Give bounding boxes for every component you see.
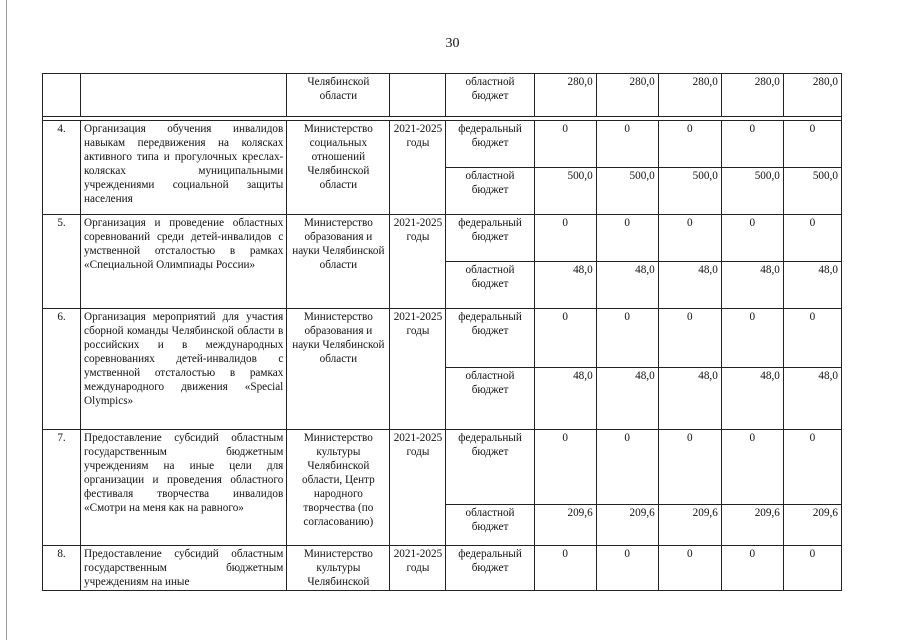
executor-cell: Челябинской области	[287, 74, 390, 117]
period-cell: 2021-2025 годы	[390, 430, 446, 546]
funding-source-cell: областной бюджет	[446, 262, 534, 309]
amount-cell: 0	[658, 121, 721, 168]
measure-name-cell: Предоставление субсидий областным государственным бюджетным учреждениям на иные цели для организации и проведения областного фестиваля творчества инвалидов «Смотри на меня как на равного»	[81, 430, 287, 546]
budget-table	[42, 73, 842, 591]
amount-cell: 0	[783, 215, 841, 262]
funding-source-cell: федеральный бюджет	[446, 546, 534, 591]
amount-cell: 0	[658, 309, 721, 368]
amount-cell: 500,0	[783, 168, 841, 215]
funding-source-cell: федеральный бюджет	[446, 215, 534, 262]
amount-cell: 48,0	[534, 368, 596, 430]
amount-cell: 0	[721, 215, 783, 262]
amount-cell: 209,6	[596, 505, 658, 546]
amount-cell: 0	[658, 430, 721, 505]
funding-source-cell: областной бюджет	[446, 168, 534, 215]
amount-cell: 280,0	[721, 74, 783, 117]
amount-cell: 0	[783, 309, 841, 368]
amount-cell: 0	[721, 430, 783, 505]
row-number-cell: 4.	[43, 121, 81, 215]
funding-source-cell: федеральный бюджет	[446, 430, 534, 505]
amount-cell: 48,0	[783, 368, 841, 430]
amount-cell: 280,0	[596, 74, 658, 117]
amount-cell: 0	[534, 430, 596, 505]
row-number-cell: 6.	[43, 309, 81, 430]
amount-cell: 48,0	[721, 368, 783, 430]
row-number-cell: 7.	[43, 430, 81, 546]
executor-cell: Министерство образования и науки Челябинской области	[287, 215, 390, 309]
table-row	[43, 546, 842, 591]
amount-cell: 48,0	[658, 368, 721, 430]
funding-source-cell: федеральный бюджет	[446, 121, 534, 168]
amount-cell: 48,0	[721, 262, 783, 309]
page-number: 30	[445, 36, 460, 51]
amount-cell: 48,0	[596, 262, 658, 309]
executor-cell: Министерство культуры Челябинской	[287, 546, 390, 591]
amount-cell: 500,0	[534, 168, 596, 215]
measure-name-cell: Организация обучения инвалидов навыкам передвижения на колясках активного типа и прогулочных креслах-колясках муниципальными учреждениями социальной защиты населения	[81, 121, 287, 215]
measure-name-cell: Организация и проведение областных соревнований среди детей-инвалидов с умственной отсталостью в рамках «Специальной Олимпиады России»	[81, 215, 287, 309]
measure-name-cell: Предоставление субсидий областным государственным бюджетным учреждениям на иные	[81, 546, 287, 591]
amount-cell: 280,0	[658, 74, 721, 117]
table-row	[43, 309, 842, 368]
amount-cell: 0	[783, 546, 841, 591]
amount-cell: 0	[721, 121, 783, 168]
table-row	[43, 121, 842, 168]
executor-cell: Министерство культуры Челябинской области, Центр народного творчества (по согласованию)	[287, 430, 390, 546]
amount-cell: 500,0	[596, 168, 658, 215]
period-cell: 2021-2025 годы	[390, 121, 446, 215]
amount-cell: 500,0	[721, 168, 783, 215]
period-cell: 2021-2025 годы	[390, 309, 446, 430]
table-row	[43, 74, 842, 117]
amount-cell: 209,6	[658, 505, 721, 546]
row-number-cell: 8.	[43, 546, 81, 591]
amount-cell: 48,0	[596, 368, 658, 430]
amount-cell: 0	[534, 215, 596, 262]
amount-cell: 0	[658, 215, 721, 262]
amount-cell: 0	[596, 309, 658, 368]
page-left-edge	[6, 0, 7, 640]
executor-cell: Министерство образования и науки Челябинской области	[287, 309, 390, 430]
amount-cell: 0	[658, 546, 721, 591]
period-cell: 2021-2025 годы	[390, 215, 446, 309]
amount-cell: 48,0	[658, 262, 721, 309]
row-number-cell	[43, 74, 81, 117]
amount-cell: 0	[534, 546, 596, 591]
amount-cell: 0	[721, 309, 783, 368]
table-row	[43, 215, 842, 262]
amount-cell: 48,0	[783, 262, 841, 309]
executor-cell: Министерство социальных отношений Челябинской области	[287, 121, 390, 215]
funding-source-cell: областной бюджет	[446, 74, 534, 117]
period-cell: 2021-2025 годы	[390, 546, 446, 591]
amount-cell: 280,0	[534, 74, 596, 117]
amount-cell: 209,6	[721, 505, 783, 546]
amount-cell: 209,6	[783, 505, 841, 546]
table-row	[43, 430, 842, 505]
amount-cell: 0	[596, 121, 658, 168]
amount-cell: 0	[596, 215, 658, 262]
measure-name-cell	[81, 74, 287, 117]
amount-cell: 0	[596, 430, 658, 505]
amount-cell: 0	[534, 309, 596, 368]
funding-source-cell: федеральный бюджет	[446, 309, 534, 368]
amount-cell: 209,6	[534, 505, 596, 546]
amount-cell: 0	[783, 430, 841, 505]
amount-cell: 0	[721, 546, 783, 591]
amount-cell: 500,0	[658, 168, 721, 215]
amount-cell: 0	[783, 121, 841, 168]
period-cell	[390, 74, 446, 117]
amount-cell: 280,0	[783, 74, 841, 117]
amount-cell: 48,0	[534, 262, 596, 309]
row-number-cell: 5.	[43, 215, 81, 309]
measure-name-cell: Организация мероприятий для участия сборной команды Челябинской области в российских и в международных соревнованиях детей-инвалидов с умственной отсталостью в рамках международного движения «Special Olympics»	[81, 309, 287, 430]
amount-cell: 0	[596, 546, 658, 591]
funding-source-cell: областной бюджет	[446, 505, 534, 546]
amount-cell: 0	[534, 121, 596, 168]
funding-source-cell: областной бюджет	[446, 368, 534, 430]
